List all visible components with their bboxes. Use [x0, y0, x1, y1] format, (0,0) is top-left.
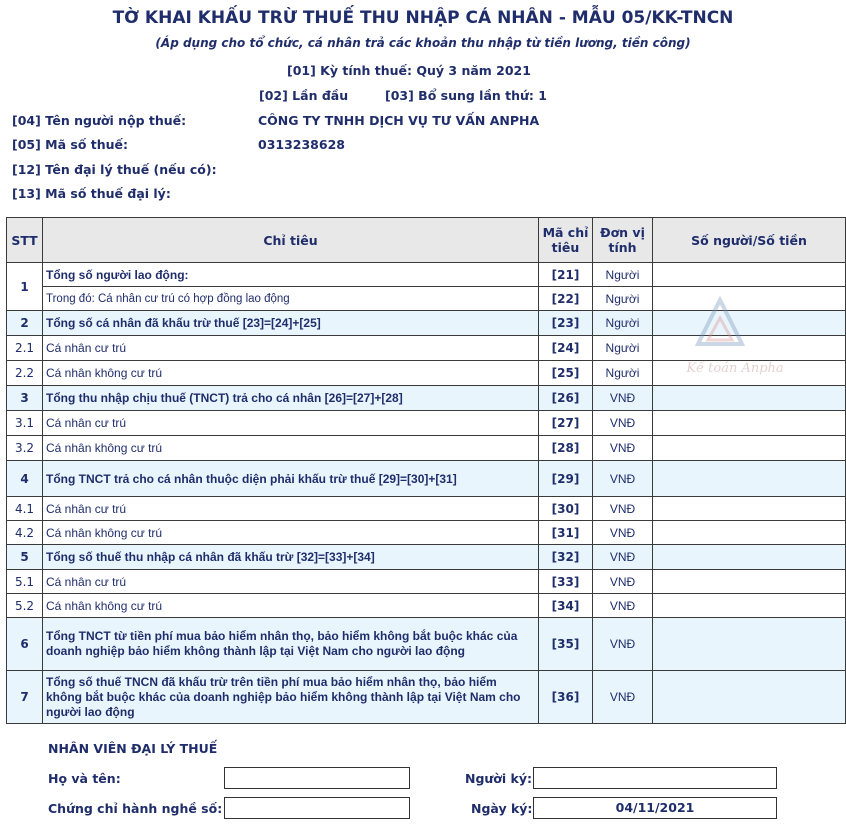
table-header-row — [7, 218, 846, 263]
row-value-input[interactable] — [653, 545, 846, 570]
row-stt: 5 — [7, 545, 43, 570]
row-indicator: Tổng số thuế thu nhập cá nhân đã khấu trừ [32]=[33]+[34] — [43, 545, 539, 570]
row-stt: 5.1 — [7, 570, 43, 594]
row-value-input[interactable] — [653, 263, 846, 287]
row-indicator: Tổng TNCT trả cho cá nhân thuộc diện phải khấu trừ thuế [29]=[30]+[31] — [43, 461, 539, 497]
table-row — [7, 618, 846, 671]
table-row — [7, 436, 846, 461]
table-row — [7, 386, 846, 411]
table-row — [7, 570, 846, 594]
form-title: TỜ KHAI KHẤU TRỪ THUẾ THU NHẬP CÁ NHÂN - MẪU 05/KK-TNCN — [112, 8, 734, 28]
table-row — [7, 521, 846, 545]
table-row — [7, 461, 846, 497]
row-unit: VNĐ — [593, 521, 653, 545]
row-code: [30] — [539, 497, 593, 521]
row-stt: 2.1 — [7, 336, 43, 361]
row-unit: VNĐ — [593, 436, 653, 461]
row-indicator: Tổng số cá nhân đã khấu trừ thuế [23]=[24]+[25] — [43, 311, 539, 336]
row-value-input[interactable] — [653, 386, 846, 411]
row-indicator: Cá nhân không cư trú — [43, 521, 539, 545]
row-code: [28] — [539, 436, 593, 461]
row-value-input[interactable] — [653, 461, 846, 497]
row-unit: VNĐ — [593, 411, 653, 436]
certificate-field[interactable] — [224, 797, 410, 819]
signer-label: Người ký: — [465, 771, 532, 786]
row-unit: VNĐ — [593, 461, 653, 497]
row-indicator: Cá nhân không cư trú — [43, 594, 539, 618]
table-row — [7, 411, 846, 436]
row-stt: 3.2 — [7, 436, 43, 461]
row-unit: VNĐ — [593, 618, 653, 671]
row-code: [22] — [539, 287, 593, 311]
row-code: [21] — [539, 263, 593, 287]
row-stt: 2 — [7, 311, 43, 336]
first-time-label: [02] Lần đầu — [259, 88, 349, 103]
row-stt: 3.1 — [7, 411, 43, 436]
row-value-input[interactable] — [653, 594, 846, 618]
tax-agent-heading: NHÂN VIÊN ĐẠI LÝ THUẾ — [48, 741, 218, 756]
row-value-input[interactable] — [653, 618, 846, 671]
row-indicator: Cá nhân cư trú — [43, 336, 539, 361]
row-code: [29] — [539, 461, 593, 497]
row-code: [35] — [539, 618, 593, 671]
col-header-unit: Đơn vị tính — [593, 218, 653, 263]
row-indicator: Tổng thu nhập chịu thuế (TNCT) trả cho cá nhân [26]=[27]+[28] — [43, 386, 539, 411]
sign-date-label: Ngày ký: — [471, 801, 533, 816]
watermark-text: Kế toán Anpha — [686, 361, 784, 376]
row-unit: VNĐ — [593, 545, 653, 570]
anpha-logo-graphic — [680, 292, 790, 382]
anpha-logo-icon — [680, 292, 790, 382]
row-code: [33] — [539, 570, 593, 594]
row-indicator: Tổng số người lao động: — [43, 263, 539, 287]
row-code: [24] — [539, 336, 593, 361]
form-subtitle: (Áp dụng cho tổ chức, cá nhân trả các khoản thu nhập từ tiền lương, tiền công) — [155, 36, 691, 50]
row-value-input[interactable] — [653, 671, 846, 724]
row-indicator: Cá nhân không cư trú — [43, 436, 539, 461]
row-value-input[interactable] — [653, 570, 846, 594]
full-name-label: Họ và tên: — [48, 771, 121, 786]
row-unit: VNĐ — [593, 497, 653, 521]
row-indicator: Tổng TNCT từ tiền phí mua bảo hiểm nhân thọ, bảo hiểm không bắt buộc khác của doanh nghiệp bảo hiểm không thành lập tại Việt Nam cho người lao động — [43, 618, 539, 671]
row-stt: 4.1 — [7, 497, 43, 521]
table-row — [7, 671, 846, 724]
row-indicator: Tổng số thuế TNCN đã khấu trừ trên tiền phí mua bảo hiểm nhân thọ, bảo hiểm không bắt buộc khác của doanh nghiệp bảo hiểm không thành lập tại Việt Nam cho người lao động — [43, 671, 539, 724]
row-code: [36] — [539, 671, 593, 724]
taxpayer-name-label: [04] Tên người nộp thuế: — [12, 113, 187, 128]
row-code: [26] — [539, 386, 593, 411]
row-indicator: Cá nhân cư trú — [43, 497, 539, 521]
full-name-field[interactable] — [224, 767, 410, 789]
row-unit: VNĐ — [593, 386, 653, 411]
row-stt: 1 — [7, 263, 43, 311]
supplement-label: [03] Bổ sung lần thứ: 1 — [385, 88, 547, 103]
col-header-indicator: Chỉ tiêu — [43, 218, 539, 263]
row-stt: 6 — [7, 618, 43, 671]
row-unit: VNĐ — [593, 570, 653, 594]
taxpayer-name-value: CÔNG TY TNHH DỊCH VỤ TƯ VẤN ANPHA — [258, 113, 540, 128]
table-row — [7, 545, 846, 570]
col-header-code: Mã chỉ tiêu — [539, 218, 593, 263]
row-indicator: Cá nhân không cư trú — [43, 361, 539, 386]
row-value-input[interactable] — [653, 436, 846, 461]
row-value-input[interactable] — [653, 497, 846, 521]
agent-name-label: [12] Tên đại lý thuế (nếu có): — [12, 162, 217, 177]
agent-code-label: [13] Mã số thuế đại lý: — [12, 186, 171, 201]
row-stt: 3 — [7, 386, 43, 411]
tax-code-label: [05] Mã số thuế: — [12, 137, 129, 152]
row-code: [25] — [539, 361, 593, 386]
row-unit: VNĐ — [593, 594, 653, 618]
row-code: [34] — [539, 594, 593, 618]
row-stt: 4 — [7, 461, 43, 497]
sign-date-field[interactable]: 04/11/2021 — [533, 797, 777, 819]
table-row — [7, 263, 846, 287]
row-stt: 2.2 — [7, 361, 43, 386]
row-stt: 4.2 — [7, 521, 43, 545]
row-code: [23] — [539, 311, 593, 336]
row-value-input[interactable] — [653, 521, 846, 545]
tax-period: [01] Kỳ tính thuế: Quý 3 năm 2021 — [287, 63, 531, 78]
row-stt: 5.2 — [7, 594, 43, 618]
row-code: [27] — [539, 411, 593, 436]
table-row — [7, 497, 846, 521]
row-indicator: Cá nhân cư trú — [43, 570, 539, 594]
col-header-value: Số người/Số tiền — [653, 218, 846, 263]
row-stt: 7 — [7, 671, 43, 724]
row-unit: Người — [593, 311, 653, 336]
row-unit: Người — [593, 287, 653, 311]
certificate-label: Chứng chỉ hành nghề số: — [48, 801, 223, 816]
signer-field[interactable] — [533, 767, 777, 789]
tax-code-value: 0313238628 — [258, 137, 345, 152]
row-unit: Người — [593, 263, 653, 287]
row-indicator: Trong đó: Cá nhân cư trú có hợp đồng lao động — [43, 287, 539, 311]
row-unit: Người — [593, 361, 653, 386]
row-unit: Người — [593, 336, 653, 361]
table-row — [7, 594, 846, 618]
row-indicator: Cá nhân cư trú — [43, 411, 539, 436]
row-code: [31] — [539, 521, 593, 545]
row-value-input[interactable] — [653, 411, 846, 436]
row-code: [32] — [539, 545, 593, 570]
col-header-stt: STT — [7, 218, 43, 263]
row-unit: VNĐ — [593, 671, 653, 724]
